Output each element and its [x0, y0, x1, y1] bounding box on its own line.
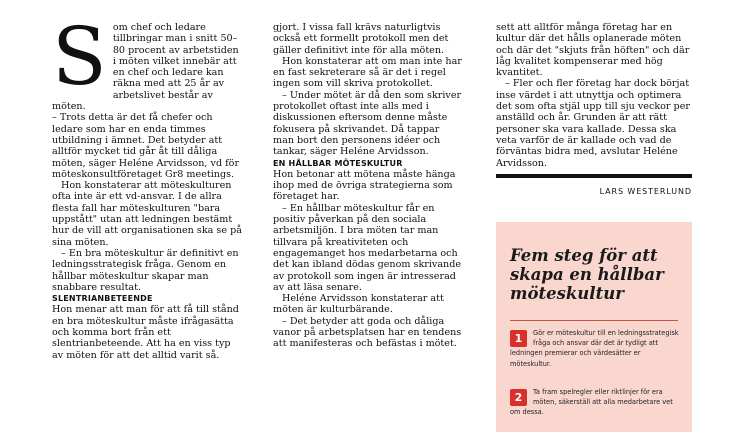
paragraph: – Fler och fler företag har dock börjat inse värdet i att utnyttja och optimera det som ofta stjäl upp till sju veckor per anställd och år. Grunden är att rätt personer ska vara kallade. Dessa ska veta varför de är kallade och vad de förväntas bidra med, avslutar Heléne Arvidsson.	[496, 78, 690, 169]
fact-box-divider	[510, 320, 678, 321]
article-column-1	[52, 10, 242, 361]
step-item	[510, 328, 680, 369]
subheading: SLENTRIANBETEENDE	[52, 294, 153, 304]
intro-paragraph: om chef och ledare tillbringar man i snitt 50–80 procent av arbetstiden i möten vilket innebär att en chef och ledare kan räkna med att 25 år av arbetslivet består av möten.	[52, 22, 239, 113]
fact-box-title: Fem steg för att skapa en hållbar möteskultur	[510, 246, 664, 303]
drop-cap: S	[52, 10, 107, 103]
fact-box	[496, 222, 692, 432]
paragraph: – En hållbar möteskultur får en positiv påverkan på den sociala arbetsmiljön. I bra möten tar man tillvara på kreativiteten och engagemanget hos medarbetarna och det kan ibland dödas genom skrivande av protokoll som ingen är intresserad av att läsa senare.	[273, 202, 462, 293]
paragraph: Heléne Arvidsson konstaterar att möten är kulturbärande.	[273, 293, 444, 316]
paragraph: sett att alltför många företag har en kultur där det hålls oplanerade möten och där det "skjuts från höften" och där låg kvalitet kompenserar med hög kvantitet.	[496, 22, 690, 79]
step-text: Gör er möteskultur till en ledningsstrategisk fråga och ansvar där det är tydligt att ledningen premierar och värdesätter er möteskultur.	[510, 329, 679, 368]
step-text: Ta fram spelregler eller riktlinjer för era möten, säkerställ att alla medarbetare vet om dessa.	[510, 388, 673, 417]
paragraph: Hon betonar att mötena måste hänga ihop med de övriga strategierna som företaget har.	[273, 168, 456, 203]
step-item	[510, 387, 680, 418]
paragraph: gjort. I vissa fall krävs naturligtvis också ett formellt protokoll men det gäller definitivt inte för alla möten.	[273, 22, 449, 56]
byline: LARS WESTERLUND	[599, 187, 692, 196]
divider-rule	[496, 174, 692, 178]
paragraph: Hon menar att man för att få till stånd en bra möteskultur måste ifrågasätta och komma bort från ett slentrianbeteende. Att ha en viss typ av möten för att det alltid varit så.	[52, 304, 239, 361]
paragraph: Hon konstaterar att möteskulturen ofta inte är ett vd-ansvar. I de allra flesta fall har möteskulturen "bara uppstått" utan att ledningen bestämt hur de vill att organisationen ska se på sina möten.	[52, 180, 242, 248]
step-number-badge: 1	[510, 330, 527, 347]
paragraph: – Trots detta är det få chefer och ledare som har en enda timmes utbildning i ämnet. Det betyder att alltför mycket tid går åt till dåliga möten, säger Heléne Arvidsson, vd för möteskonsultföretaget Gr8 meetings.	[52, 112, 240, 180]
paragraph: – Under mötet är då den som skriver protokollet oftast inte alls med i diskussionen eftersom denne måste fokusera på skrivandet. Då tappar man bort den personens idéer och tankar, säger Heléne Arvidsson.	[273, 89, 462, 158]
paragraph: – En bra möteskultur är definitivt en ledningsstrategisk fråga. Genom en hållbar möteskultur skapar man snabbare resultat.	[52, 247, 239, 293]
article-column-3	[496, 22, 692, 169]
step-number-badge: 2	[510, 389, 527, 406]
article-column-2	[273, 22, 463, 350]
paragraph: – Det betyder att goda och dåliga vanor på arbetsplatsen har en tendens att manifesteras och befästas i mötet.	[273, 315, 462, 350]
paragraph: Hon konstaterar att om man inte har en fast sekreterare så är det i regel ingen som vill skriva protokollet.	[273, 55, 462, 90]
subheading: EN HÅLLBAR MÖTESKULTUR	[273, 158, 403, 168]
